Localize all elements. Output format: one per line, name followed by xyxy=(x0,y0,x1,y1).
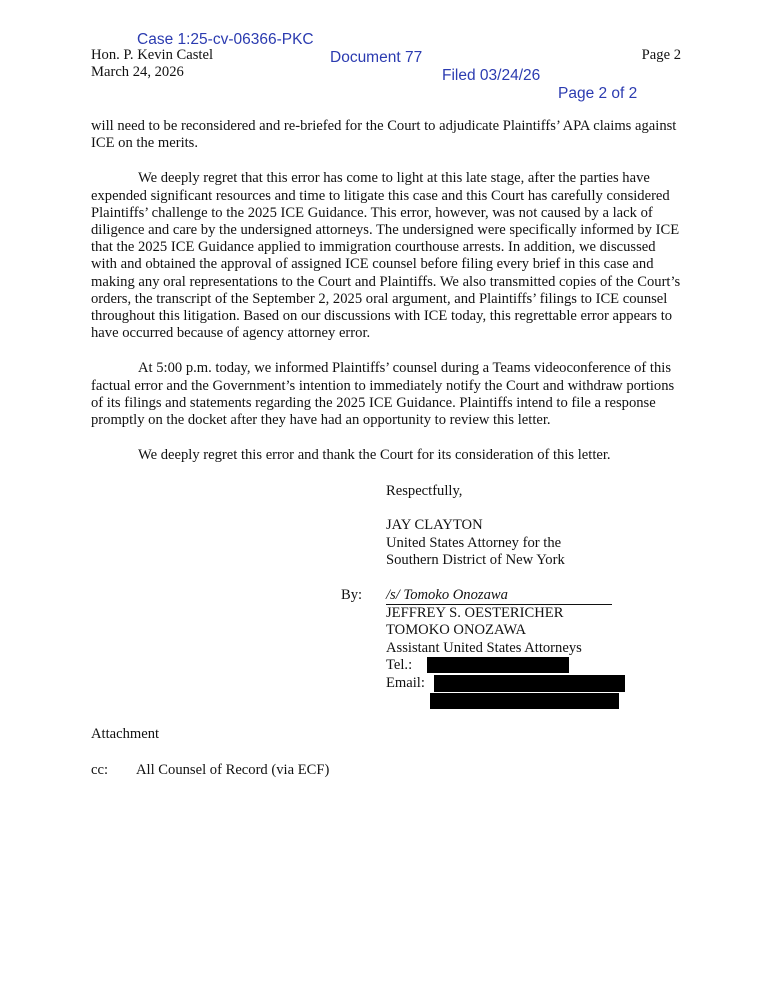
attorneys-title: Assistant United States Attorneys xyxy=(386,639,582,656)
closing: Respectfully, xyxy=(386,483,463,499)
cc-recipients: All Counsel of Record (via ECF) xyxy=(136,762,330,778)
paragraph: We deeply regret that this error has come to light at this late stage, after the parties have expended significant resources and time to litigate this case and this Court has carefully considered Plaintiffs’ challenge to the 2025 ICE Guidance. This error, however, was not caused by a lack of diligence and care by the undersigned attorneys. The undersigned were specifically informed by ICE that the 2025 ICE Guidance applied to immigration courthouse arrests. In addition, we discussed with and obtained the approval of assigned ICE counsel before filing every brief in this case and making any oral representations to the Court and Plaintiffs. We also transmitted copies of the Court’s orders, the transcript of the September 2, 2025 oral argument, and Plaintiffs’ filings to ICE counsel throughout this litigation. Based on our discussions with ICE today, this regrettable error appears to have occurred because of agency attorney error. xyxy=(91,170,681,342)
us-attorney-district: Southern District of New York xyxy=(386,552,565,569)
redaction-box xyxy=(430,693,619,709)
letter-body xyxy=(91,118,683,482)
ecf-page-count: Page 2 of 2 xyxy=(558,85,638,102)
attorney-name: TOMOKO ONOZAWA xyxy=(386,622,527,639)
tel-label: Tel.: xyxy=(386,657,413,674)
e-signature: /s/ Tomoko Onozawa xyxy=(386,587,612,605)
attachment-note: Attachment xyxy=(91,726,160,742)
addressee: Hon. P. Kevin Castel xyxy=(91,47,214,63)
by-label: By: xyxy=(341,587,363,603)
paragraph: We deeply regret this error and thank the Court for its consideration of this letter. xyxy=(138,447,611,464)
redaction-box xyxy=(427,657,569,673)
email-label: Email: xyxy=(386,674,425,691)
redaction-box xyxy=(434,675,625,692)
us-attorney-block xyxy=(386,517,612,569)
letter-date: March 24, 2026 xyxy=(91,64,184,80)
paragraph: will need to be reconsidered and re-briefed for the Court to adjudicate Plaintiffs’ APA claims against ICE on the merits. xyxy=(91,118,677,152)
us-attorney-name: JAY CLAYTON xyxy=(386,517,483,534)
letter-header xyxy=(91,47,213,81)
paragraph: At 5:00 p.m. today, we informed Plaintiffs’ counsel during a Teams videoconference of this factual error and the Government’s intention to immediately notify the Court and withdraw portions of its filings and statements regarding the 2025 ICE Guidance. Plaintiffs intend to file a response promptly on the docket after they have had an opportunity to review this letter. xyxy=(91,360,675,429)
page-label: Page 2 xyxy=(641,47,681,63)
ecf-case-number: Case 1:25-cv-06366-PKC xyxy=(137,31,314,48)
ecf-document-number: Document 77 xyxy=(330,49,423,66)
us-attorney-title: United States Attorney for the xyxy=(386,534,562,551)
ecf-filed-date: Filed 03/24/26 xyxy=(442,67,541,84)
cc-line xyxy=(91,762,329,779)
cc-label: cc: xyxy=(91,762,109,778)
attorney-name: JEFFREY S. OESTERICHER xyxy=(386,605,564,622)
